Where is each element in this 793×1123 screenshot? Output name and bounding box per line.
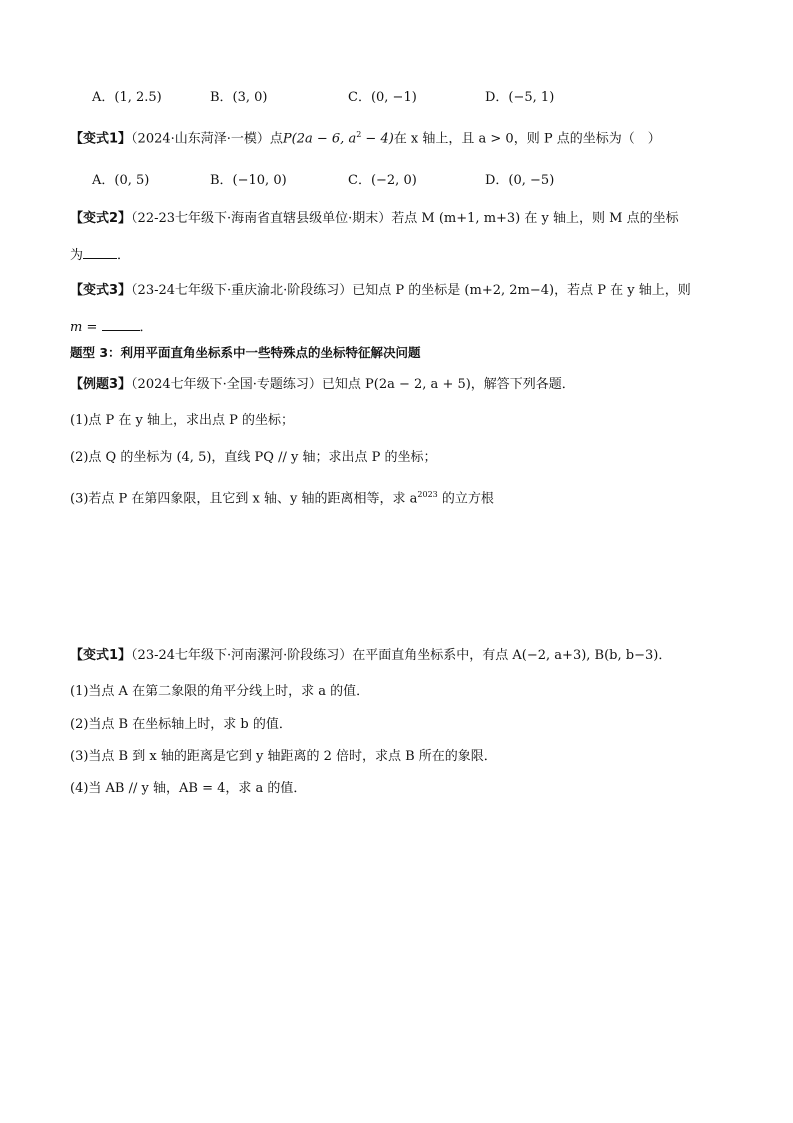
variant3-text: （23-24七年级下·重庆渝北·阶段练习）已知点 P 的坐标是 (m+2, 2m−4)，若点 P 在 y 轴上，则 bbox=[131, 283, 691, 298]
variant1-source: （2024·山东菏泽·一模）点 bbox=[131, 131, 283, 147]
variant1-question bbox=[70, 126, 661, 148]
option-b-2: B．(−10, 0) bbox=[210, 173, 287, 188]
section-heading: 题型 3：利用平面直角坐标系中一些特殊点的坐标特征解决问题 bbox=[70, 345, 421, 360]
variant1-exp: 2 bbox=[356, 130, 362, 139]
example3-q3-exp: 2023 bbox=[417, 490, 438, 499]
answer-blank[interactable] bbox=[83, 246, 117, 259]
example3-tag: 【例题3】 bbox=[70, 377, 132, 392]
variant2-period: ． bbox=[117, 248, 131, 263]
variant2-prefix: 为 bbox=[70, 248, 84, 263]
example3-q3-text: (3)若点 P 在第四象限，且它到 x 轴、y 轴的距离相等，求 a bbox=[70, 491, 418, 507]
variant2-tag: 【变式2】 bbox=[70, 211, 132, 226]
option-a-2: A．(0, 5) bbox=[92, 173, 150, 188]
variant2-line2 bbox=[70, 246, 130, 265]
variant1b-q4: (4)当 AB // y 轴，AB = 4，求 a 的值． bbox=[70, 781, 307, 796]
example3-question bbox=[70, 376, 575, 394]
variant1-tag: 【变式1】 bbox=[70, 131, 132, 147]
variant3-prefix: m = bbox=[70, 320, 98, 335]
variant3-line2 bbox=[70, 318, 153, 337]
option-d-1: D．(−5, 1) bbox=[485, 90, 555, 105]
variant1-rest: 在 x 轴上，且 a > 0，则 P 点的坐标为（ ） bbox=[393, 131, 661, 147]
example3-text: （2024七年级下·全国·专题练习）已知点 P(2a − 2, a + 5)，解答下列各题． bbox=[131, 377, 575, 392]
answer-blank[interactable] bbox=[102, 318, 140, 331]
variant3-line1 bbox=[70, 282, 691, 300]
variant1b-q3: (3)当点 B 到 x 轴的距离是它到 y 轴距离的 2 倍时，求点 B 所在的象限． bbox=[70, 749, 497, 764]
variant1b-text: （23-24七年级下·河南漯河·阶段练习）在平面直角坐标系中，有点 A(−2, a+3), B(b, b−3)． bbox=[131, 648, 672, 663]
option-a-1: A．(1, 2.5) bbox=[92, 90, 162, 105]
variant1b-q2: (2)当点 B 在坐标轴上时，求 b 的值． bbox=[70, 717, 292, 732]
variant1b-question bbox=[70, 647, 671, 665]
variant1-expr: P(2a − 6, a bbox=[282, 131, 357, 147]
example3-q1: (1)点 P 在 y 轴上，求出点 P 的坐标； bbox=[70, 413, 295, 428]
option-d-2: D．(0, −5) bbox=[485, 173, 555, 188]
option-b-1: B．(3, 0) bbox=[210, 90, 268, 105]
variant2-text: （22-23七年级下·海南省直辖县级单位·期末）若点 M (m+1, m+3) 在 y 轴上，则 M 点的坐标 bbox=[131, 211, 679, 226]
variant3-period: ． bbox=[139, 320, 153, 335]
option-c-1: C．(0, −1) bbox=[348, 90, 417, 105]
example3-q2: (2)点 Q 的坐标为 (4, 5)，直线 PQ // y 轴；求出点 P 的坐标； bbox=[70, 450, 437, 465]
variant1b-tag: 【变式1】 bbox=[70, 648, 132, 663]
variant3-tag: 【变式3】 bbox=[70, 283, 132, 298]
example3-q3 bbox=[70, 486, 494, 508]
example3-q3-end: 的立方根 bbox=[437, 491, 494, 507]
option-c-2: C．(−2, 0) bbox=[348, 173, 417, 188]
variant1b-q1: (1)当点 A 在第二象限的角平分线上时，求 a 的值． bbox=[70, 684, 370, 699]
variant2-line1 bbox=[70, 210, 679, 228]
variant1-expr2: − 4) bbox=[361, 131, 394, 147]
